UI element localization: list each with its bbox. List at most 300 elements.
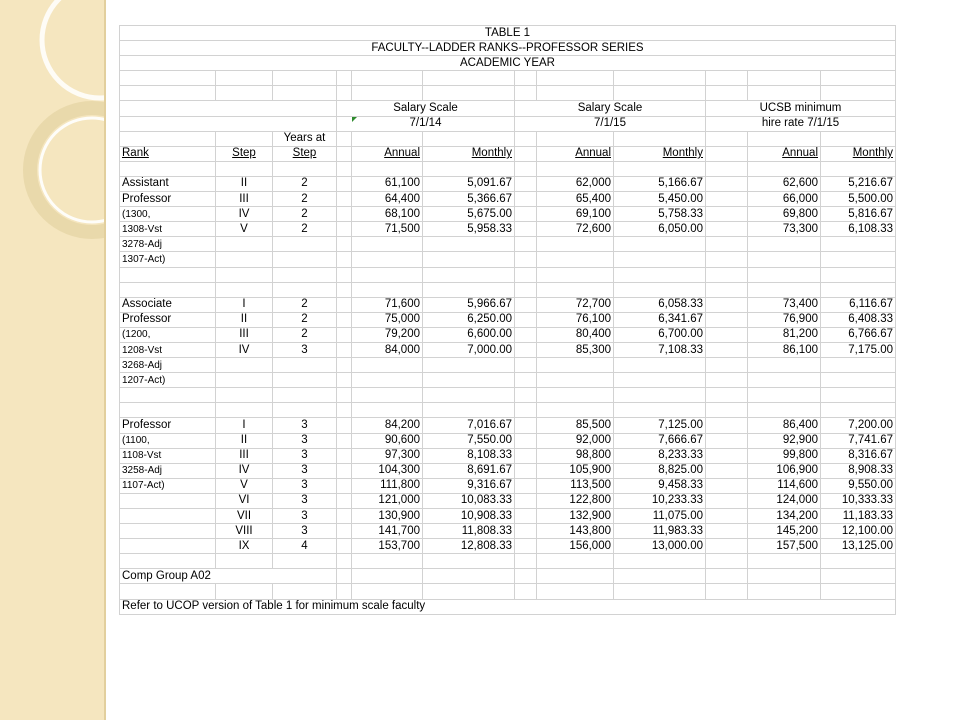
scale2-header: Salary Scale <box>515 101 706 116</box>
monthly-1415-cell: 10,083.33 <box>423 493 515 508</box>
monthly-1415-cell: 9,316.67 <box>423 478 515 493</box>
table-row <box>120 327 896 342</box>
empty-cell <box>537 86 614 101</box>
monthly-1516-cell: 11,075.00 <box>614 509 706 524</box>
annual-1415-cell: 75,000 <box>352 312 423 327</box>
empty-cell <box>423 86 515 101</box>
ucsb-monthly-cell: 5,500.00 <box>821 192 896 207</box>
annual-1516-cell <box>537 358 614 373</box>
annual-1516-cell: 65,400 <box>537 192 614 207</box>
empty-cell <box>706 584 748 599</box>
monthly-1516-cell <box>614 554 706 569</box>
table-row <box>120 71 896 86</box>
ucsb-annual-cell <box>748 267 821 282</box>
monthly-1516-cell: 11,983.33 <box>614 524 706 539</box>
annual-1516-cell: 143,800 <box>537 524 614 539</box>
annual-1516-cell: 72,700 <box>537 297 614 312</box>
table-row <box>120 26 896 41</box>
ucsb-monthly-cell <box>821 237 896 252</box>
annual-1516-cell <box>537 403 614 418</box>
empty-cell <box>821 71 896 86</box>
ucsb-annual-cell: 106,900 <box>748 463 821 478</box>
annual-1415-cell: 61,100 <box>352 176 423 191</box>
rank-cell: 1108-Vst <box>120 448 216 463</box>
scale1-date: 7/1/14 <box>337 116 515 131</box>
monthly-1516-cell <box>614 358 706 373</box>
ucsb-annual-cell: 76,900 <box>748 312 821 327</box>
empty-cell <box>821 584 896 599</box>
empty-cell <box>352 584 423 599</box>
table-subtitle: FACULTY--LADDER RANKS--PROFESSOR SERIES <box>120 41 896 56</box>
table-row <box>120 192 896 207</box>
monthly-1516-cell <box>614 282 706 297</box>
monthly-1415-cell <box>423 403 515 418</box>
years-at-label: Years at <box>273 131 337 146</box>
monthly-1516-cell: 5,166.67 <box>614 176 706 191</box>
ucsb-monthly-cell: 10,333.33 <box>821 493 896 508</box>
ucsb-annual-cell: 124,000 <box>748 493 821 508</box>
table-row <box>120 463 896 478</box>
empty-cell <box>706 86 748 101</box>
empty-cell <box>352 71 423 86</box>
empty-cell <box>821 569 896 584</box>
table-row <box>120 418 896 433</box>
table-row <box>120 539 896 554</box>
annual-1415-cell: 84,200 <box>352 418 423 433</box>
empty-cell <box>537 584 614 599</box>
years-cell: 2 <box>273 176 337 191</box>
monthly-1415-cell: 10,908.33 <box>423 509 515 524</box>
empty-cell <box>614 584 706 599</box>
monthly-1415-cell: 7,550.00 <box>423 433 515 448</box>
ucsb-annual-cell: 145,200 <box>748 524 821 539</box>
monthly-1415-cell: 7,016.67 <box>423 418 515 433</box>
rank-cell <box>120 524 216 539</box>
empty-cell <box>537 569 614 584</box>
annual-1516-cell <box>537 252 614 267</box>
years-cell: 3 <box>273 463 337 478</box>
sidebar-border <box>104 0 106 720</box>
ucsb-monthly-cell: 8,316.67 <box>821 448 896 463</box>
empty-cell <box>216 584 273 599</box>
annual-1415-cell: 79,200 <box>352 327 423 342</box>
step-cell: IV <box>216 342 273 357</box>
annual-1415-cell: 111,800 <box>352 478 423 493</box>
annual-1415-cell <box>352 388 423 403</box>
monthly-1415-cell <box>423 388 515 403</box>
ucsb-annual-cell: 62,600 <box>748 176 821 191</box>
ucsb-annual-cell: 86,400 <box>748 418 821 433</box>
annual-1516-cell: 132,900 <box>537 509 614 524</box>
ucsb-annual-cell <box>748 252 821 267</box>
table-row <box>120 146 896 161</box>
table-row <box>120 554 896 569</box>
monthly-1516-cell: 6,700.00 <box>614 327 706 342</box>
monthly-1516-cell: 5,450.00 <box>614 192 706 207</box>
ucsb-annual-cell: 73,300 <box>748 222 821 237</box>
annual-1516-cell <box>537 282 614 297</box>
empty-cell <box>423 161 515 176</box>
monthly-1516-cell <box>614 403 706 418</box>
table-year: ACADEMIC YEAR <box>120 56 896 71</box>
years-cell <box>273 554 337 569</box>
annual-1516-cell: 85,500 <box>537 418 614 433</box>
step-cell: IV <box>216 207 273 222</box>
scale1-header: Salary Scale <box>337 101 515 116</box>
annual-1415-cell: 68,100 <box>352 207 423 222</box>
empty-cell <box>423 71 515 86</box>
years-cell: 3 <box>273 493 337 508</box>
empty-cell <box>337 584 352 599</box>
years-cell: 3 <box>273 433 337 448</box>
step-cell <box>216 237 273 252</box>
monthly-1415-cell <box>423 267 515 282</box>
annual-1516-cell <box>537 267 614 282</box>
monthly-1516-cell <box>614 267 706 282</box>
ucsb-monthly-cell: 5,816.67 <box>821 207 896 222</box>
ucsb-monthly-cell: 6,108.33 <box>821 222 896 237</box>
step-cell: II <box>216 176 273 191</box>
rank-cell: (1300, <box>120 207 216 222</box>
step-cell: IX <box>216 539 273 554</box>
monthly-1415-cell <box>423 237 515 252</box>
monthly-1415-cell: 5,366.67 <box>423 192 515 207</box>
ucsb-monthly-cell <box>821 373 896 388</box>
table-row <box>120 86 896 101</box>
salary-table <box>119 25 896 615</box>
annual-1516-cell <box>537 554 614 569</box>
step-cell: I <box>216 418 273 433</box>
years-cell <box>273 252 337 267</box>
step-cell: V <box>216 478 273 493</box>
table-row <box>120 101 896 116</box>
annual-1516-cell <box>537 237 614 252</box>
annual-1516-cell: 80,400 <box>537 327 614 342</box>
annual-1415-cell <box>352 373 423 388</box>
ucsb-date: hire rate 7/1/15 <box>706 116 896 131</box>
empty-cell <box>748 569 821 584</box>
table-row <box>120 207 896 222</box>
ucsb-monthly-cell: 11,183.33 <box>821 509 896 524</box>
table-row <box>120 448 896 463</box>
table-row <box>120 584 896 599</box>
table-row <box>120 599 896 614</box>
annual-1415-cell: 84,000 <box>352 342 423 357</box>
table-row <box>120 116 896 131</box>
col-annual-1: Annual <box>352 146 423 161</box>
years-cell <box>273 373 337 388</box>
ucsb-header: UCSB minimum <box>706 101 896 116</box>
annual-1415-cell: 141,700 <box>352 524 423 539</box>
step-cell: III <box>216 327 273 342</box>
annual-1516-cell: 85,300 <box>537 342 614 357</box>
monthly-1415-cell <box>423 282 515 297</box>
annual-1415-cell: 153,700 <box>352 539 423 554</box>
annual-1415-cell: 121,000 <box>352 493 423 508</box>
ucsb-monthly-cell: 8,908.33 <box>821 463 896 478</box>
empty-cell <box>337 131 352 146</box>
table-row <box>120 237 896 252</box>
empty-cell <box>273 584 337 599</box>
empty-cell <box>706 131 748 146</box>
empty-cell <box>216 161 273 176</box>
monthly-1516-cell: 8,233.33 <box>614 448 706 463</box>
table-row <box>120 478 896 493</box>
ucsb-annual-cell <box>748 282 821 297</box>
years-cell <box>273 237 337 252</box>
empty-cell <box>273 86 337 101</box>
footnote: Refer to UCOP version of Table 1 for minimum scale faculty <box>120 599 896 614</box>
rank-cell <box>120 388 216 403</box>
empty-cell <box>821 86 896 101</box>
ucsb-monthly-cell <box>821 282 896 297</box>
table-row <box>120 312 896 327</box>
rank-cell: 1207-Act) <box>120 373 216 388</box>
ucsb-monthly-cell <box>821 403 896 418</box>
ucsb-monthly-cell: 5,216.67 <box>821 176 896 191</box>
empty-cell <box>120 71 216 86</box>
monthly-1415-cell: 5,966.67 <box>423 297 515 312</box>
empty-cell <box>352 131 423 146</box>
table-row <box>120 342 896 357</box>
col-monthly-3: Monthly <box>821 146 896 161</box>
empty-cell <box>614 131 706 146</box>
ucsb-annual-cell: 157,500 <box>748 539 821 554</box>
years-cell <box>273 358 337 373</box>
rank-cell: Assistant <box>120 176 216 191</box>
years-cell: 2 <box>273 222 337 237</box>
table-row <box>120 252 896 267</box>
years-cell <box>273 267 337 282</box>
ucsb-monthly-cell: 7,741.67 <box>821 433 896 448</box>
empty-cell <box>273 71 337 86</box>
ucsb-annual-cell: 66,000 <box>748 192 821 207</box>
empty-cell <box>352 569 423 584</box>
ucsb-annual-cell: 92,900 <box>748 433 821 448</box>
empty-cell <box>748 161 821 176</box>
table-row <box>120 493 896 508</box>
table-row <box>120 358 896 373</box>
ucsb-monthly-cell: 6,766.67 <box>821 327 896 342</box>
rank-cell <box>120 509 216 524</box>
annual-1415-cell: 71,500 <box>352 222 423 237</box>
monthly-1415-cell <box>423 554 515 569</box>
rank-cell: Professor <box>120 312 216 327</box>
table-row <box>120 222 896 237</box>
table-row <box>120 282 896 297</box>
rank-cell: 1307-Act) <box>120 252 216 267</box>
empty-cell <box>423 131 515 146</box>
comp-group: Comp Group A02 <box>120 569 337 584</box>
years-cell: 2 <box>273 297 337 312</box>
annual-1415-cell <box>352 403 423 418</box>
monthly-1415-cell: 7,000.00 <box>423 342 515 357</box>
ucsb-monthly-cell <box>821 358 896 373</box>
col-annual-2: Annual <box>537 146 614 161</box>
empty-cell <box>821 161 896 176</box>
monthly-1516-cell: 5,758.33 <box>614 207 706 222</box>
table-row <box>120 41 896 56</box>
rank-cell <box>120 267 216 282</box>
ucsb-annual-cell: 114,600 <box>748 478 821 493</box>
table-row <box>120 267 896 282</box>
col-monthly-1: Monthly <box>423 146 515 161</box>
annual-1415-cell <box>352 252 423 267</box>
monthly-1415-cell: 8,108.33 <box>423 448 515 463</box>
ucsb-monthly-cell: 7,200.00 <box>821 418 896 433</box>
empty-cell <box>537 71 614 86</box>
ucsb-monthly-cell: 13,125.00 <box>821 539 896 554</box>
rank-cell: (1100, <box>120 433 216 448</box>
annual-1516-cell: 156,000 <box>537 539 614 554</box>
table-row <box>120 131 896 146</box>
rank-cell: 3278-Adj <box>120 237 216 252</box>
monthly-1516-cell: 7,108.33 <box>614 342 706 357</box>
years-cell: 3 <box>273 509 337 524</box>
rank-cell: 3258-Adj <box>120 463 216 478</box>
table-row <box>120 56 896 71</box>
empty-cell <box>216 71 273 86</box>
ucsb-monthly-cell <box>821 267 896 282</box>
years-cell <box>273 388 337 403</box>
monthly-1415-cell: 11,808.33 <box>423 524 515 539</box>
rank-cell <box>120 493 216 508</box>
monthly-1415-cell <box>423 358 515 373</box>
empty-cell <box>515 131 537 146</box>
step-cell: III <box>216 192 273 207</box>
monthly-1415-cell: 12,808.33 <box>423 539 515 554</box>
empty-cell <box>614 86 706 101</box>
years-cell: 2 <box>273 312 337 327</box>
empty-cell <box>537 131 614 146</box>
empty-cell <box>352 86 423 101</box>
monthly-1516-cell <box>614 388 706 403</box>
step-cell: I <box>216 297 273 312</box>
empty-cell <box>120 86 216 101</box>
rank-cell <box>120 539 216 554</box>
rank-cell: Professor <box>120 418 216 433</box>
monthly-1415-cell <box>423 373 515 388</box>
monthly-1516-cell <box>614 252 706 267</box>
table-row <box>120 297 896 312</box>
monthly-1516-cell: 6,058.33 <box>614 297 706 312</box>
empty-cell <box>515 569 537 584</box>
table-row <box>120 524 896 539</box>
rank-cell: 1107-Act) <box>120 478 216 493</box>
empty-cell <box>352 161 423 176</box>
step-cell <box>216 358 273 373</box>
annual-1516-cell: 113,500 <box>537 478 614 493</box>
step-cell: II <box>216 312 273 327</box>
table-row <box>120 373 896 388</box>
ucsb-annual-cell: 73,400 <box>748 297 821 312</box>
step-cell <box>216 403 273 418</box>
step-cell: VIII <box>216 524 273 539</box>
monthly-1516-cell: 7,666.67 <box>614 433 706 448</box>
empty-cell <box>706 161 748 176</box>
years-cell <box>273 403 337 418</box>
rank-cell: 1308-Vst <box>120 222 216 237</box>
empty-cell <box>748 131 821 146</box>
annual-1415-cell <box>352 282 423 297</box>
col-monthly-2: Monthly <box>614 146 706 161</box>
step-cell <box>216 373 273 388</box>
monthly-1415-cell: 6,600.00 <box>423 327 515 342</box>
monthly-1516-cell: 6,341.67 <box>614 312 706 327</box>
monthly-1516-cell: 10,233.33 <box>614 493 706 508</box>
step-cell: VI <box>216 493 273 508</box>
col-years-step: Step <box>273 146 337 161</box>
annual-1516-cell: 72,600 <box>537 222 614 237</box>
step-cell <box>216 388 273 403</box>
table-row <box>120 403 896 418</box>
ucsb-annual-cell: 86,100 <box>748 342 821 357</box>
empty-cell <box>537 161 614 176</box>
empty-cell <box>614 71 706 86</box>
rank-cell: 3268-Adj <box>120 358 216 373</box>
step-cell <box>216 282 273 297</box>
ucsb-annual-cell <box>748 358 821 373</box>
annual-1516-cell: 62,000 <box>537 176 614 191</box>
annual-1516-cell: 92,000 <box>537 433 614 448</box>
monthly-1516-cell: 7,125.00 <box>614 418 706 433</box>
monthly-1415-cell: 5,958.33 <box>423 222 515 237</box>
annual-1415-cell: 104,300 <box>352 463 423 478</box>
annual-1516-cell: 122,800 <box>537 493 614 508</box>
table-row <box>120 569 896 584</box>
annual-1516-cell: 98,800 <box>537 448 614 463</box>
step-cell: III <box>216 448 273 463</box>
rank-cell: 1208-Vst <box>120 342 216 357</box>
ucsb-annual-cell <box>748 403 821 418</box>
decorative-sidebar <box>0 0 106 720</box>
annual-1415-cell: 90,600 <box>352 433 423 448</box>
ucsb-monthly-cell: 6,408.33 <box>821 312 896 327</box>
empty-cell <box>337 569 352 584</box>
years-cell: 3 <box>273 448 337 463</box>
col-annual-3: Annual <box>748 146 821 161</box>
ucsb-monthly-cell <box>821 388 896 403</box>
years-cell: 3 <box>273 342 337 357</box>
empty-cell <box>273 161 337 176</box>
empty-cell <box>216 86 273 101</box>
step-cell <box>216 554 273 569</box>
years-cell: 3 <box>273 524 337 539</box>
annual-1415-cell: 71,600 <box>352 297 423 312</box>
rank-cell: (1200, <box>120 327 216 342</box>
ucsb-annual-cell: 69,800 <box>748 207 821 222</box>
rank-cell: Associate <box>120 297 216 312</box>
ucsb-monthly-cell: 9,550.00 <box>821 478 896 493</box>
annual-1415-cell: 130,900 <box>352 509 423 524</box>
empty-cell <box>423 569 515 584</box>
step-cell: II <box>216 433 273 448</box>
table-row <box>120 388 896 403</box>
col-rank: Rank <box>120 146 216 161</box>
ucsb-monthly-cell: 12,100.00 <box>821 524 896 539</box>
annual-1516-cell <box>537 373 614 388</box>
table-row <box>120 161 896 176</box>
empty-cell <box>337 71 352 86</box>
annual-1516-cell: 69,100 <box>537 207 614 222</box>
empty-cell <box>706 569 748 584</box>
table-row <box>120 433 896 448</box>
years-cell: 4 <box>273 539 337 554</box>
rank-cell <box>120 403 216 418</box>
step-cell: IV <box>216 463 273 478</box>
ucsb-monthly-cell <box>821 252 896 267</box>
step-cell <box>216 252 273 267</box>
